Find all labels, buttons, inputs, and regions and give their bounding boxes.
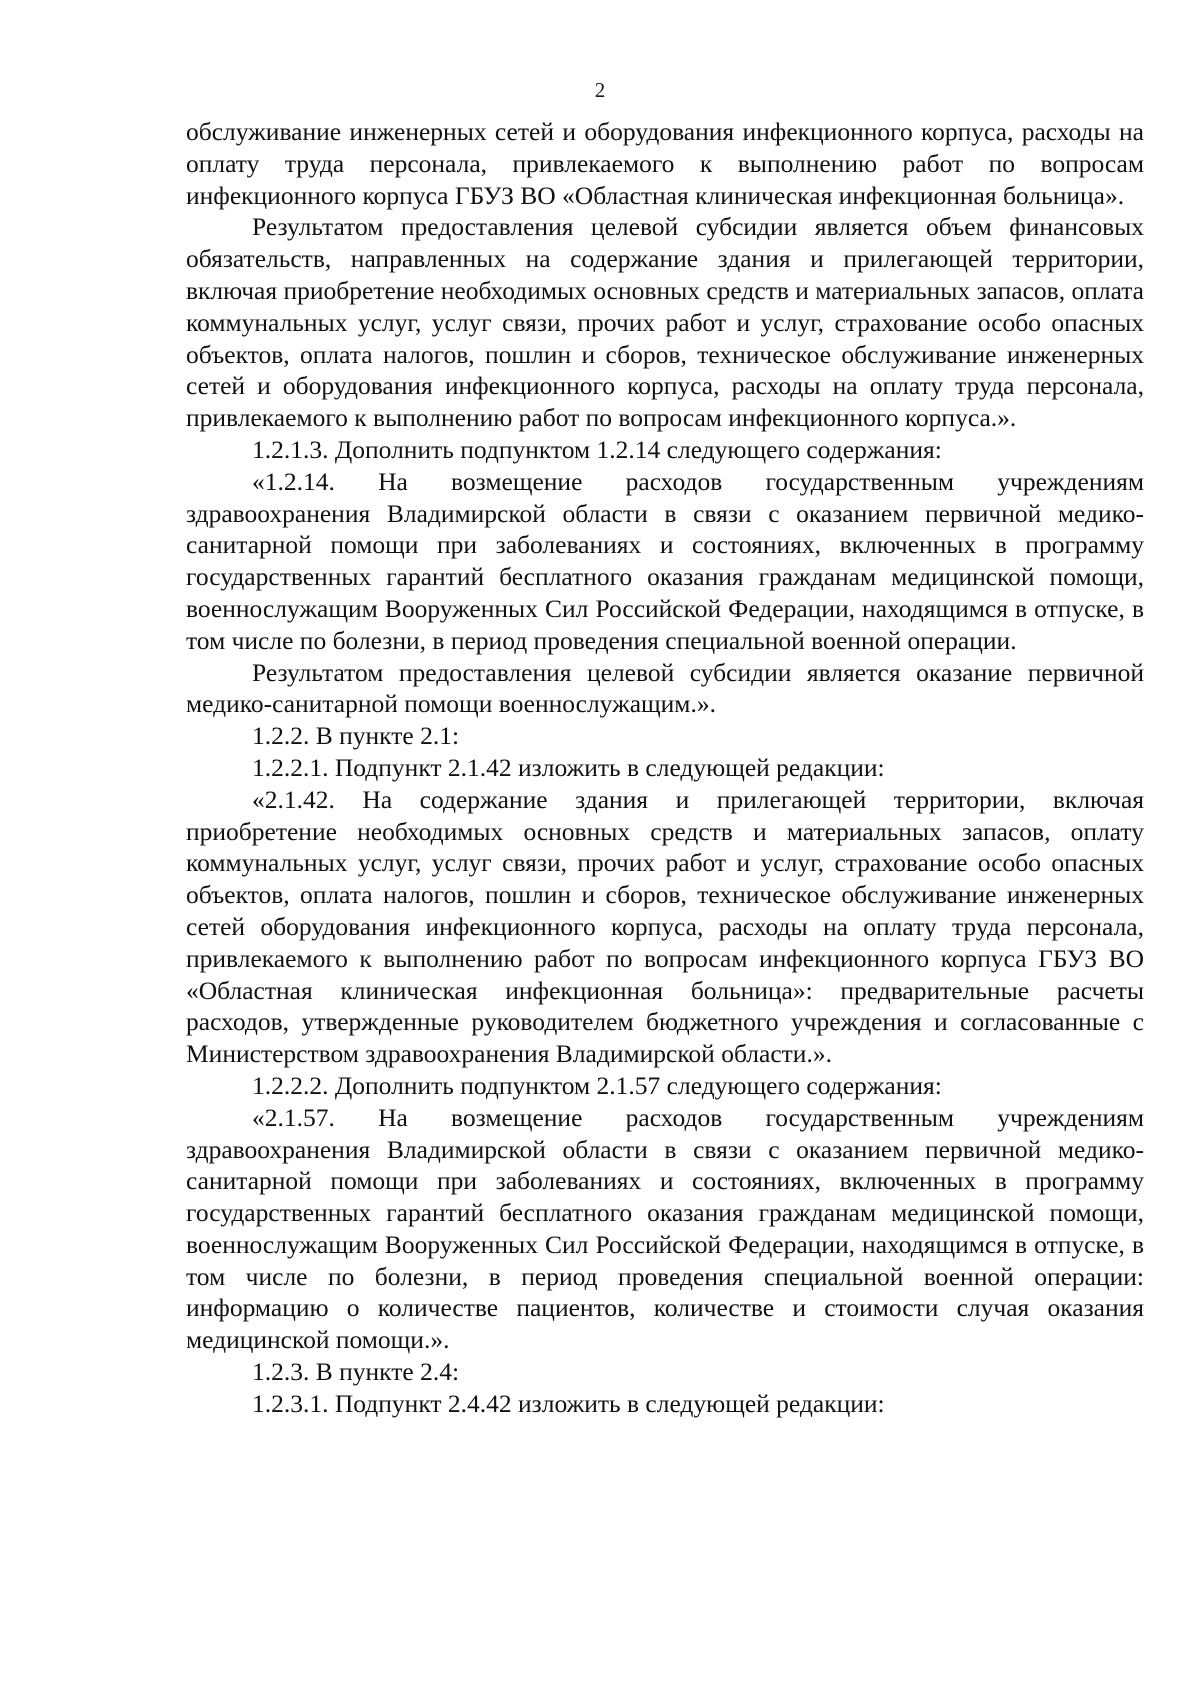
paragraph-result-subsidy-maintenance: Результатом предоставления целевой субсидии является объем финансовых обязательств, направленных на содержание здания и прилегающей территории, включая приобретение необходимых основных средств и материальных запасов, оплата коммунальных услуг, услуг связи, прочих работ и услуг, страхование особо опасных объектов, оплата налогов, пошлин и сборов, техническое обслуживание инженерных сетей и оборудования инфекционного корпуса, расходы на оплату труда персонала, привлекаемого к выполнению работ по вопросам инфекционного корпуса.». xyxy=(186,212,1144,433)
paragraph-1-2-1-3: 1.2.1.3. Дополнить подпунктом 1.2.14 следующего содержания: xyxy=(252,434,942,464)
paragraph-1-2-2-1: 1.2.2.1. Подпункт 2.1.42 изложить в следующей редакции: xyxy=(252,752,885,782)
paragraph-1-2-14: «1.2.14. На возмещение расходов государственным учреждениям здравоохранения Владимирской области в связи с оказанием первичной медико-санитарной помощи при заболеваниях и состояниях, включенных в программу государственных гарантий бесплатного оказания гражданам медицинской помощи, военнослужащим Вооруженных Сил Российской Федерации, находящимся в отпуске, в том числе по болезни, в период проведения специальной военной операции. xyxy=(186,466,1144,655)
paragraph-continuation: обслуживание инженерных сетей и оборудования инфекционного корпуса, расходы на оплату труда персонала, привлекаемого к выполнению работ по вопросам инфекционного корпуса ГБУЗ ВО «Областная клиническая инфекционная больница». xyxy=(186,117,1144,210)
paragraph-1-2-2: 1.2.2. В пункте 2.1: xyxy=(252,721,460,751)
paragraph-2-1-57: «2.1.57. На возмещение расходов государственным учреждениям здравоохранения Владимирской области в связи с оказанием первичной медико-санитарной помощи при заболеваниях и состояниях, включенных в программу государственных гарантий бесплатного оказания гражданам медицинской помощи, военнослужащим Вооруженных Сил Российской Федерации, находящимся в отпуске, в том числе по болезни, в период проведения специальной военной операции: информацию о количестве пациентов, количестве и стоимости случая оказания медицинской помощи.». xyxy=(186,1102,1144,1355)
paragraph-1-2-2-2: 1.2.2.2. Дополнить подпунктом 2.1.57 следующего содержания: xyxy=(252,1070,942,1100)
paragraph-1-2-3-1: 1.2.3.1. Подпункт 2.4.42 изложить в следующей редакции: xyxy=(252,1388,885,1418)
paragraph-2-1-42: «2.1.42. На содержание здания и прилегающей территории, включая приобретение необходимых основных средств и материальных запасов, оплату коммунальных услуг, услуг связи, прочих работ и услуг, страхование особо опасных объектов, оплата налогов, пошлин и сборов, техническое обслуживание инженерных сетей оборудования инфекционного корпуса, расходы на оплату труда персонала, привлекаемого к выполнению работ по вопросам инфекционного корпуса ГБУЗ ВО «Областная клиническая инфекционная больница»: предварительные расчеты расходов, утвержденные руководителем бюджетного учреждения и согласованные с Министерством здравоохранения Владимирской области.». xyxy=(186,784,1144,1069)
document-body xyxy=(186,116,1144,1420)
paragraph-result-subsidy-military: Результатом предоставления целевой субсидии является оказание первичной медико-санитарной помощи военнослужащим.». xyxy=(186,657,1144,719)
paragraph-1-2-3: 1.2.3. В пункте 2.4: xyxy=(252,1357,460,1387)
page-number: 2 xyxy=(594,78,606,102)
